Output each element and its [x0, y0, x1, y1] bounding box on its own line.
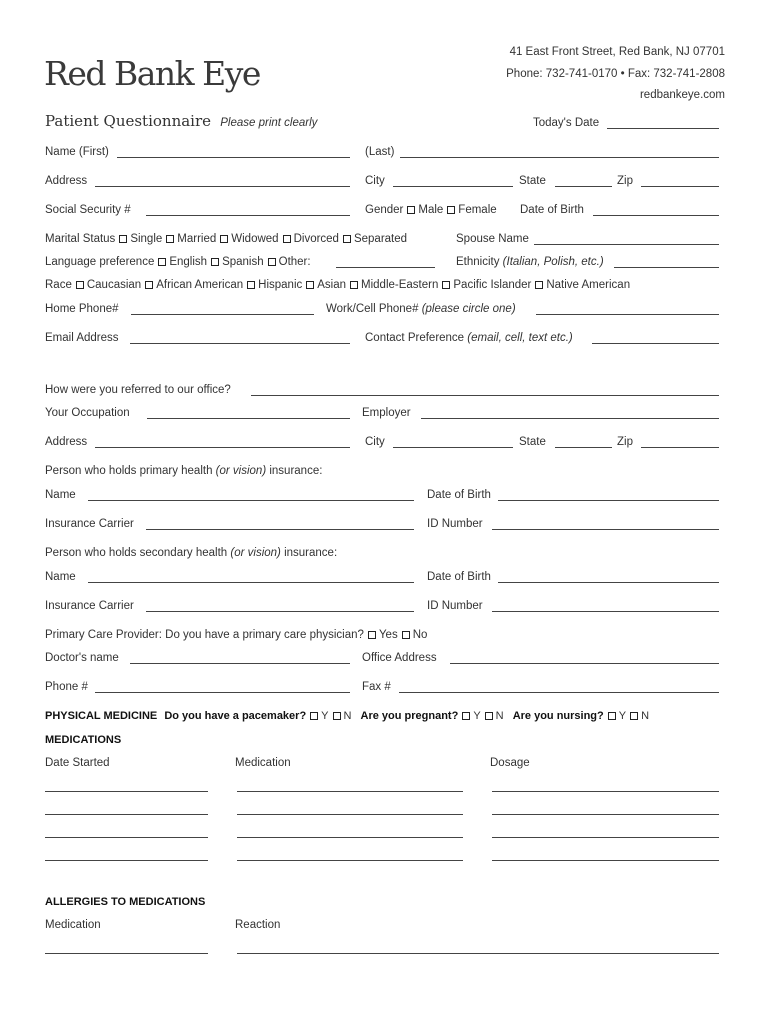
work-phone-label: Work/Cell Phone# [326, 303, 419, 315]
allergy-medication-field[interactable] [45, 953, 208, 954]
home-phone-label: Home Phone# [45, 303, 119, 315]
female-label: Female [458, 204, 497, 216]
single-checkbox[interactable] [119, 235, 127, 243]
pacific-islander-label: Pacific Islander [453, 279, 532, 291]
nursing-n-label: N [641, 710, 650, 722]
logo: Red Bank Eye [44, 54, 260, 93]
gender-row [365, 203, 497, 217]
male-label: Male [418, 204, 444, 216]
todays-date-field[interactable] [607, 128, 719, 129]
employer-zip-label: Zip [617, 436, 633, 448]
secondary-dob-label: Date of Birth [427, 571, 491, 583]
ethnicity-row [456, 255, 604, 269]
hispanic-checkbox[interactable] [247, 281, 255, 289]
pregnant-y-label: Y [473, 710, 481, 722]
zip-label: Zip [617, 175, 633, 187]
secondary-insurance-heading [45, 546, 337, 560]
clinic-website: redbankeye.com [639, 89, 725, 101]
african-american-checkbox[interactable] [145, 281, 153, 289]
clinic-address: 41 East Front Street, Red Bank, NJ 07701 [509, 46, 725, 58]
secondary-insurance-text: Person who holds secondary health [45, 547, 231, 559]
native-american-checkbox[interactable] [535, 281, 543, 289]
med-dosage-field[interactable] [492, 860, 719, 861]
separated-label: Separated [353, 233, 408, 245]
address-label: Address [45, 175, 88, 187]
title-row [45, 114, 317, 130]
secondary-id-field[interactable] [492, 611, 719, 612]
pacemaker-question: Do you have a pacemaker? [164, 710, 307, 722]
med-name-field[interactable] [237, 860, 463, 861]
employer-city-label: City [365, 436, 385, 448]
primary-id-field[interactable] [492, 529, 719, 530]
clinic-phone-fax: Phone: 732-741-0170 • Fax: 732-741-2808 [506, 68, 725, 80]
marital-row [45, 232, 407, 246]
widowed-checkbox[interactable] [220, 235, 228, 243]
nursing-question: Are you nursing? [512, 710, 604, 722]
email-label: Email Address [45, 332, 119, 344]
widowed-label: Widowed [231, 233, 279, 245]
secondary-name-label: Name [45, 571, 76, 583]
nursing-y-label: Y [618, 710, 627, 722]
male-checkbox[interactable] [407, 206, 415, 214]
primary-name-label: Name [45, 489, 76, 501]
gender-label: Gender [365, 204, 404, 216]
med-name-field[interactable] [237, 814, 463, 815]
pcp-row [45, 628, 427, 642]
med-dosage-field[interactable] [492, 791, 719, 792]
work-phone-row [326, 302, 516, 316]
med-col-dosage: Dosage [490, 757, 530, 769]
doctor-name-field[interactable] [130, 663, 350, 664]
primary-carrier-field[interactable] [146, 529, 414, 530]
pcp-no-checkbox[interactable] [402, 631, 410, 639]
zip-field[interactable] [641, 186, 719, 187]
employer-label: Employer [362, 407, 411, 419]
state-field[interactable] [555, 186, 612, 187]
home-phone-field[interactable] [131, 314, 314, 315]
primary-name-field[interactable] [88, 500, 414, 501]
pacemaker-y-label: Y [321, 710, 329, 722]
doctor-phone-label: Phone # [45, 681, 88, 693]
pregnant-yes-checkbox[interactable] [462, 712, 470, 720]
caucasian-checkbox[interactable] [76, 281, 84, 289]
allergies-heading: ALLERGIES TO MEDICATIONS [45, 896, 206, 908]
office-address-label: Office Address [362, 652, 437, 664]
secondary-id-label: ID Number [427, 600, 483, 612]
dob-field[interactable] [593, 215, 719, 216]
secondary-insurance-hint: (or vision) [230, 547, 281, 559]
work-phone-hint: (please circle one) [421, 303, 516, 315]
middle-eastern-label: Middle-Eastern [361, 279, 439, 291]
employer-state-field[interactable] [555, 447, 612, 448]
physical-medicine-row [45, 709, 649, 723]
pregnant-n-label: N [495, 710, 504, 722]
contact-pref-field[interactable] [592, 343, 719, 344]
primary-insurance-heading [45, 464, 322, 478]
med-date-field[interactable] [45, 837, 208, 838]
employer-field[interactable] [421, 418, 719, 419]
pregnant-no-checkbox[interactable] [485, 712, 493, 720]
ethnicity-hint: (Italian, Polish, etc.) [502, 256, 604, 268]
pacific-islander-checkbox[interactable] [442, 281, 450, 289]
pcp-question: Primary Care Provider: Do you have a primary care physician? [45, 629, 364, 641]
med-col-date-started: Date Started [45, 757, 110, 769]
female-checkbox[interactable] [447, 206, 455, 214]
employer-address-field[interactable] [95, 447, 350, 448]
pacemaker-yes-checkbox[interactable] [310, 712, 318, 720]
pcp-yes-label: Yes [378, 629, 398, 641]
medications-heading: MEDICATIONS [45, 734, 122, 746]
race-label: Race [45, 279, 72, 291]
occupation-field[interactable] [147, 418, 350, 419]
allergy-col-medication: Medication [45, 919, 101, 931]
med-date-field[interactable] [45, 791, 208, 792]
other-checkbox[interactable] [268, 258, 276, 266]
med-name-field[interactable] [237, 837, 463, 838]
email-field[interactable] [130, 343, 350, 344]
page-title: Patient Questionnaire [45, 112, 212, 130]
divorced-label: Divorced [293, 233, 339, 245]
office-address-field[interactable] [450, 663, 719, 664]
employer-city-field[interactable] [393, 447, 513, 448]
employer-address-label: Address [45, 436, 88, 448]
allergy-reaction-field[interactable] [237, 953, 719, 954]
native-american-label: Native American [546, 279, 631, 291]
contact-pref-hint: (email, cell, text etc.) [467, 332, 573, 344]
address-field[interactable] [95, 186, 350, 187]
asian-checkbox[interactable] [306, 281, 314, 289]
city-field[interactable] [393, 186, 513, 187]
spanish-label: Spanish [222, 256, 264, 268]
primary-insurance-hint: (or vision) [215, 465, 267, 477]
contact-pref-row [365, 331, 573, 345]
doctor-fax-field[interactable] [399, 692, 719, 693]
employer-state-label: State [519, 436, 546, 448]
secondary-carrier-field[interactable] [146, 611, 414, 612]
secondary-insurance-suffix: insurance: [280, 547, 338, 559]
language-label: Language preference [45, 256, 155, 268]
doctor-fax-label: Fax # [362, 681, 391, 693]
married-label: Married [177, 233, 217, 245]
occupation-label: Your Occupation [45, 407, 130, 419]
secondary-carrier-label: Insurance Carrier [45, 600, 134, 612]
spouse-label: Spouse Name [456, 233, 529, 245]
doctor-phone-field[interactable] [95, 692, 350, 693]
single-label: Single [130, 233, 163, 245]
ethnicity-field[interactable] [614, 267, 719, 268]
asian-label: Asian [317, 279, 347, 291]
primary-carrier-label: Insurance Carrier [45, 518, 134, 530]
language-row [45, 255, 311, 269]
med-date-field[interactable] [45, 814, 208, 815]
separated-checkbox[interactable] [343, 235, 351, 243]
ssn-label: Social Security # [45, 204, 131, 216]
ethnicity-label: Ethnicity [456, 256, 500, 268]
divorced-checkbox[interactable] [283, 235, 291, 243]
referred-field[interactable] [251, 395, 719, 396]
name-last-label: (Last) [365, 146, 395, 158]
med-col-medication: Medication [235, 757, 291, 769]
primary-insurance-text: Person who holds primary health [45, 465, 216, 477]
pregnant-question: Are you pregnant? [360, 710, 459, 722]
nursing-yes-checkbox[interactable] [608, 712, 616, 720]
secondary-name-field[interactable] [88, 582, 414, 583]
primary-insurance-suffix: insurance: [266, 465, 323, 477]
marital-label: Marital Status [45, 233, 116, 245]
page-subtitle: Please print clearly [220, 117, 318, 129]
allergy-col-reaction: Reaction [235, 919, 281, 931]
work-phone-field[interactable] [536, 314, 719, 315]
english-label: English [169, 256, 208, 268]
english-checkbox[interactable] [158, 258, 166, 266]
african-american-label: African American [156, 279, 244, 291]
spanish-checkbox[interactable] [211, 258, 219, 266]
secondary-dob-field[interactable] [498, 582, 719, 583]
name-last-field[interactable] [400, 157, 719, 158]
ssn-field[interactable] [146, 215, 350, 216]
pacemaker-no-checkbox[interactable] [333, 712, 341, 720]
middle-eastern-checkbox[interactable] [350, 281, 358, 289]
pacemaker-n-label: N [343, 710, 352, 722]
other-label: Other: [278, 256, 311, 268]
other-language-field[interactable] [336, 267, 435, 268]
med-dosage-field[interactable] [492, 814, 719, 815]
primary-id-label: ID Number [427, 518, 483, 530]
todays-date-label: Today's Date [533, 117, 600, 129]
med-dosage-field[interactable] [492, 837, 719, 838]
name-first-label: Name (First) [45, 146, 109, 158]
race-row [45, 278, 630, 292]
primary-dob-label: Date of Birth [427, 489, 491, 501]
married-checkbox[interactable] [166, 235, 174, 243]
hispanic-label: Hispanic [258, 279, 303, 291]
pcp-no-label: No [412, 629, 428, 641]
employer-zip-field[interactable] [641, 447, 719, 448]
primary-dob-field[interactable] [498, 500, 719, 501]
contact-pref-label: Contact Preference [365, 332, 465, 344]
spouse-field[interactable] [534, 244, 719, 245]
med-name-field[interactable] [237, 791, 463, 792]
city-label: City [365, 175, 385, 187]
state-label: State [519, 175, 546, 187]
nursing-no-checkbox[interactable] [630, 712, 638, 720]
pcp-yes-checkbox[interactable] [368, 631, 376, 639]
dob-label: Date of Birth [520, 204, 584, 216]
name-first-field[interactable] [117, 157, 350, 158]
referred-label: How were you referred to our office? [45, 384, 231, 396]
physical-medicine-heading: PHYSICAL MEDICINE [45, 710, 158, 722]
doctor-name-label: Doctor's name [45, 652, 119, 664]
med-date-field[interactable] [45, 860, 208, 861]
caucasian-label: Caucasian [86, 279, 142, 291]
